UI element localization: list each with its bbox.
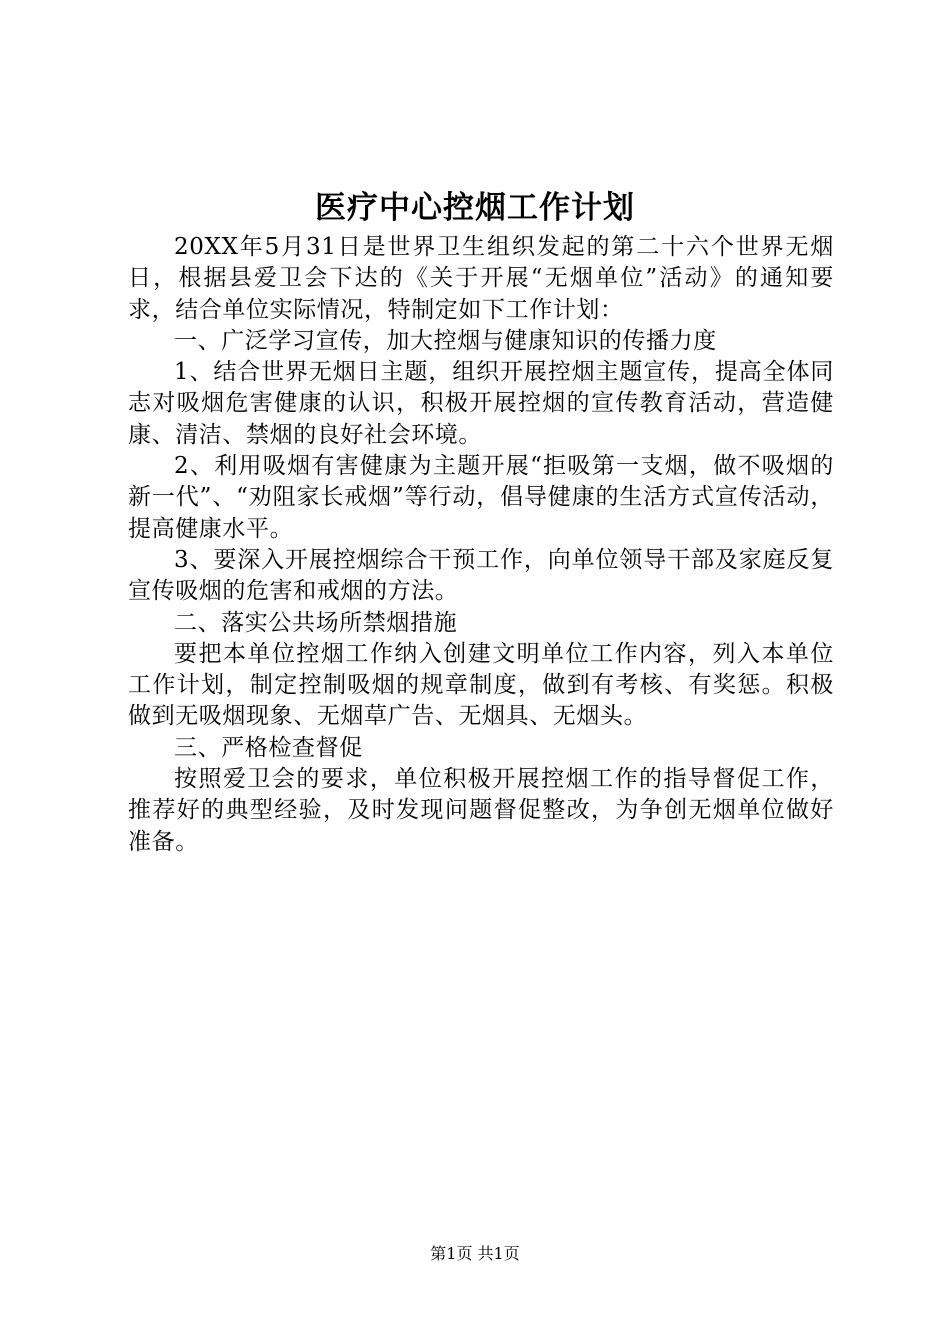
section-heading-3: 三、严格检查督促	[174, 734, 363, 761]
document-title: 医疗中心控烟工作计划	[315, 190, 635, 226]
page-number-footer: 第1页 共1页	[430, 1244, 520, 1263]
intro-paragraph: 20XX年5月31日是世界卫生组织发起的第二十六个世界无烟日，根据县爱卫会下达的《关于开展“无烟单位”活动》的通知要求，结合单位实际情况，特制定如下工作计划：	[128, 234, 834, 323]
document-body	[128, 232, 834, 858]
section-heading-2: 二、落实公共场所禁烟措施	[174, 609, 458, 636]
item-paragraph-1: 1、结合世界无烟日主题，组织开展控烟主题宣传，提高全体同志对吸烟危害健康的认识，积极开展控烟的宣传教育活动，营造健康、清洁、禁烟的良好社会环境。	[128, 359, 834, 448]
item-paragraph-3: 3、要深入开展控烟综合干预工作，向单位领导干部及家庭反复宣传吸烟的危害和戒烟的方法。	[128, 546, 834, 605]
section-heading-1: 一、广泛学习宣传，加大控烟与健康知识的传播力度	[174, 327, 717, 354]
item-paragraph-2: 2、利用吸烟有害健康为主题开展“拒吸第一支烟，做不吸烟的新一代”、“劝阻家长戒烟”等行动，倡导健康的生活方式宣传活动，提高健康水平。	[128, 453, 834, 542]
section-3-paragraph: 按照爱卫会的要求，单位积极开展控烟工作的指导督促工作，推荐好的典型经验，及时发现问题督促整改，为争创无烟单位做好准备。	[128, 766, 834, 855]
section-2-paragraph: 要把本单位控烟工作纳入创建文明单位工作内容，列入本单位工作计划，制定控制吸烟的规章制度，做到有考核、有奖惩。积极做到无吸烟现象、无烟草广告、无烟具、无烟头。	[128, 640, 834, 730]
